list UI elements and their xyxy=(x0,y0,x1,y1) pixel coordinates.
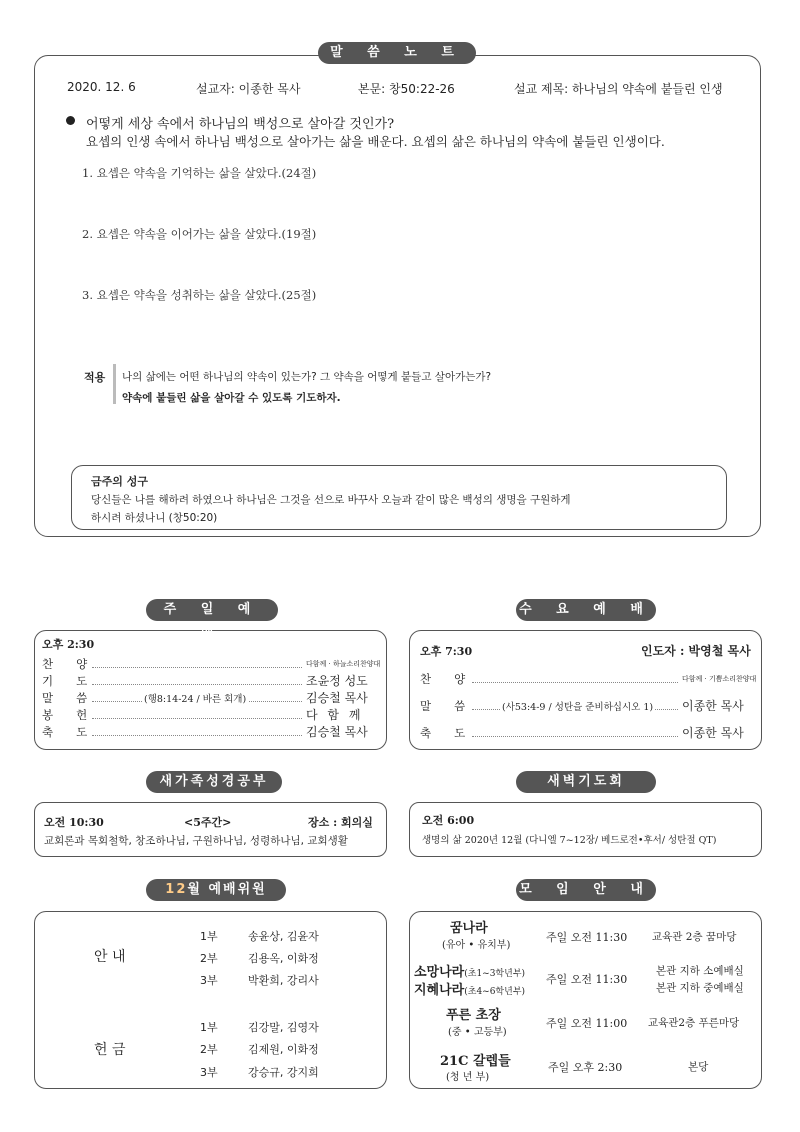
meeting-name: 21C 갈렙들 xyxy=(440,1054,511,1069)
wednesday-time: 오후 7:30 xyxy=(420,645,473,658)
committee-part: 2부 xyxy=(200,1043,218,1056)
apply-answer: 약속에 붙들린 삶을 살아갈 수 있도록 기도하자. xyxy=(122,392,341,404)
meeting-time: 주일 오후 2:30 xyxy=(548,1061,623,1074)
sunday-row-label: 봉 헌 xyxy=(42,708,88,722)
meeting-sub: (청 년 부) xyxy=(446,1072,490,1083)
meeting-time: 주일 오전 11:30 xyxy=(546,931,628,944)
sunday-row-label: 찬 양 xyxy=(42,657,88,671)
committee-names: 김용옥, 이화정 xyxy=(248,952,319,965)
sermon-preacher: 설교자: 이종한 목사 xyxy=(196,82,301,96)
sermon-passage: 본문: 창50:22-26 xyxy=(358,82,455,96)
meeting-place: 교육관2층 푸른마당 xyxy=(648,1017,740,1029)
dawn-prayer-box xyxy=(409,802,762,857)
family-study-time: 오전 10:30 xyxy=(44,816,104,829)
committee-title-text: 월 예배위원 xyxy=(187,882,267,897)
sunday-row-label: 축 도 xyxy=(42,725,88,739)
meeting-sub: (유아 • 유치부) xyxy=(442,940,511,951)
committee-part: 3부 xyxy=(200,1066,218,1079)
committee-names: 강승규, 강지희 xyxy=(248,1066,319,1079)
wednesday-row-mid: (사53:4-9 / 성탄을 준비하십시오 1) xyxy=(500,699,655,713)
apply-label: 적용 xyxy=(84,371,106,384)
committee-part: 2부 xyxy=(200,952,218,965)
committee-month: 12 xyxy=(165,882,188,897)
weekly-verse-line-1: 당신들은 나를 해하려 하였으나 하나님은 그것을 선으로 바꾸사 오늘과 같이 많은 백성의 생명을 구원하게 xyxy=(91,494,571,506)
leader-dots xyxy=(92,735,302,736)
sunday-row-right: 김승철 목사 xyxy=(306,691,368,705)
meeting-place: 본관 지하 중예배실 xyxy=(656,982,744,994)
meeting-name: 푸른 초장 xyxy=(446,1008,501,1023)
meetings-title: 모 임 안 내 xyxy=(516,879,656,901)
wednesday-row-right: 이종한 목사 xyxy=(682,726,744,740)
meeting-name-main: 소망나라 xyxy=(414,965,465,980)
bullet-icon xyxy=(66,116,75,125)
sunday-row-right: 조윤정 성도 xyxy=(306,674,368,688)
wednesday-row-right: 이종한 목사 xyxy=(682,699,744,713)
committee-names: 박환희, 강리사 xyxy=(248,974,319,987)
meeting-place: 본당 xyxy=(688,1061,709,1073)
meeting-place: 교육관 2층 꿈마당 xyxy=(652,931,737,943)
meeting-time: 주일 오전 11:30 xyxy=(546,973,628,986)
meeting-sub: (중 • 고등부) xyxy=(448,1027,507,1038)
sermon-point-2: 2. 요셉은 약속을 이어가는 삶을 살았다.(19절) xyxy=(82,227,317,241)
meeting-name xyxy=(414,961,525,980)
leader-dots xyxy=(472,682,678,683)
weekly-verse-title: 금주의 성구 xyxy=(91,475,148,488)
committee-names: 김제원, 이화정 xyxy=(248,1043,319,1056)
sunday-row-right: 다 함 께 xyxy=(306,708,364,722)
wednesday-row-label: 축 도 xyxy=(420,726,466,740)
wednesday-row-label: 찬 양 xyxy=(420,672,466,686)
leader-dots xyxy=(92,718,302,719)
sunday-row-right: 다함께 · 하늘소리찬양대 xyxy=(306,660,381,668)
meeting-name xyxy=(414,979,525,998)
committee-part: 1부 xyxy=(200,930,218,943)
sermon-point-1: 1. 요셉은 약속을 기억하는 삶을 살았다.(24절) xyxy=(82,166,317,180)
dawn-prayer-title: 새벽기도회 xyxy=(516,771,656,793)
sunday-row-label: 기 도 xyxy=(42,674,88,688)
leader-dots xyxy=(472,736,678,737)
meeting-sub: (초4~6학년부) xyxy=(464,987,526,997)
sunday-row-mid: (행8:14-24 / 바른 회개) xyxy=(142,691,248,705)
leader-dots xyxy=(92,667,302,668)
committee-title xyxy=(146,879,286,901)
sermon-title: 설교 제목: 하나님의 약속에 붙들린 인생 xyxy=(514,82,723,96)
committee-names: 송윤상, 김윤자 xyxy=(248,930,319,943)
sermon-point-3: 3. 요셉은 약속을 성취하는 삶을 살았다.(25절) xyxy=(82,288,317,302)
wednesday-row-right: 다함께 · 기쁨소리찬양대 xyxy=(682,675,757,683)
sunday-row-label: 말 씀 xyxy=(42,691,88,705)
committee-group-usher: 안 내 xyxy=(94,949,126,965)
meeting-name: 꿈나라 xyxy=(450,921,488,936)
meeting-time: 주일 오전 11:00 xyxy=(546,1017,628,1030)
dawn-prayer-desc: 생명의 삶 2020년 12월 (다니엘 7~12장/ 베드로전•후서/ 성탄절 QT) xyxy=(422,835,717,846)
apply-question: 나의 삶에는 어떤 하나님의 약속이 있는가? 그 약속을 어떻게 붙들고 살아가는가? xyxy=(122,371,492,383)
sunday-service-title: 주 일 예 배 xyxy=(146,599,278,621)
sermon-note-title: 말 씀 노 트 xyxy=(318,42,476,64)
sermon-question: 어떻게 세상 속에서 하나님의 백성으로 살아갈 것인가? xyxy=(86,117,395,132)
family-study-title: 새가족성경공부 xyxy=(146,771,282,793)
sunday-time: 오후 2:30 xyxy=(42,638,95,651)
meeting-place: 본관 지하 소예배실 xyxy=(656,965,744,977)
meeting-sub: (초1~3학년부) xyxy=(464,969,526,979)
sunday-row-right: 김승철 목사 xyxy=(306,725,368,739)
meeting-name-main: 지혜나라 xyxy=(414,983,465,998)
sermon-summary: 요셉의 인생 속에서 하나님 백성으로 살아가는 삶을 배운다. 요셉의 삶은 하나님의 약속에 붙들린 인생이다. xyxy=(86,134,665,149)
wednesday-row-label: 말 씀 xyxy=(420,699,466,713)
wednesday-leader: 인도자 : 박영철 목사 xyxy=(641,644,751,658)
family-study-topics: 교회론과 목회철학, 창조하나님, 구원하나님, 성령하나님, 교회생활 xyxy=(44,835,348,847)
leader-dots xyxy=(92,684,302,685)
family-study-weeks: <5주간> xyxy=(184,816,232,829)
committee-names: 김강말, 김영자 xyxy=(248,1021,319,1034)
committee-group-offering: 헌 금 xyxy=(94,1042,126,1058)
sermon-date: 2020. 12. 6 xyxy=(67,80,136,94)
dawn-prayer-time: 오전 6:00 xyxy=(422,814,475,827)
weekly-verse-line-2: 하시려 하셨나니 (창50:20) xyxy=(91,512,218,524)
committee-part: 3부 xyxy=(200,974,218,987)
apply-divider xyxy=(113,364,116,404)
family-study-place: 장소 : 회의실 xyxy=(308,816,373,829)
committee-part: 1부 xyxy=(200,1021,218,1034)
wednesday-service-title: 수 요 예 배 xyxy=(516,599,656,621)
